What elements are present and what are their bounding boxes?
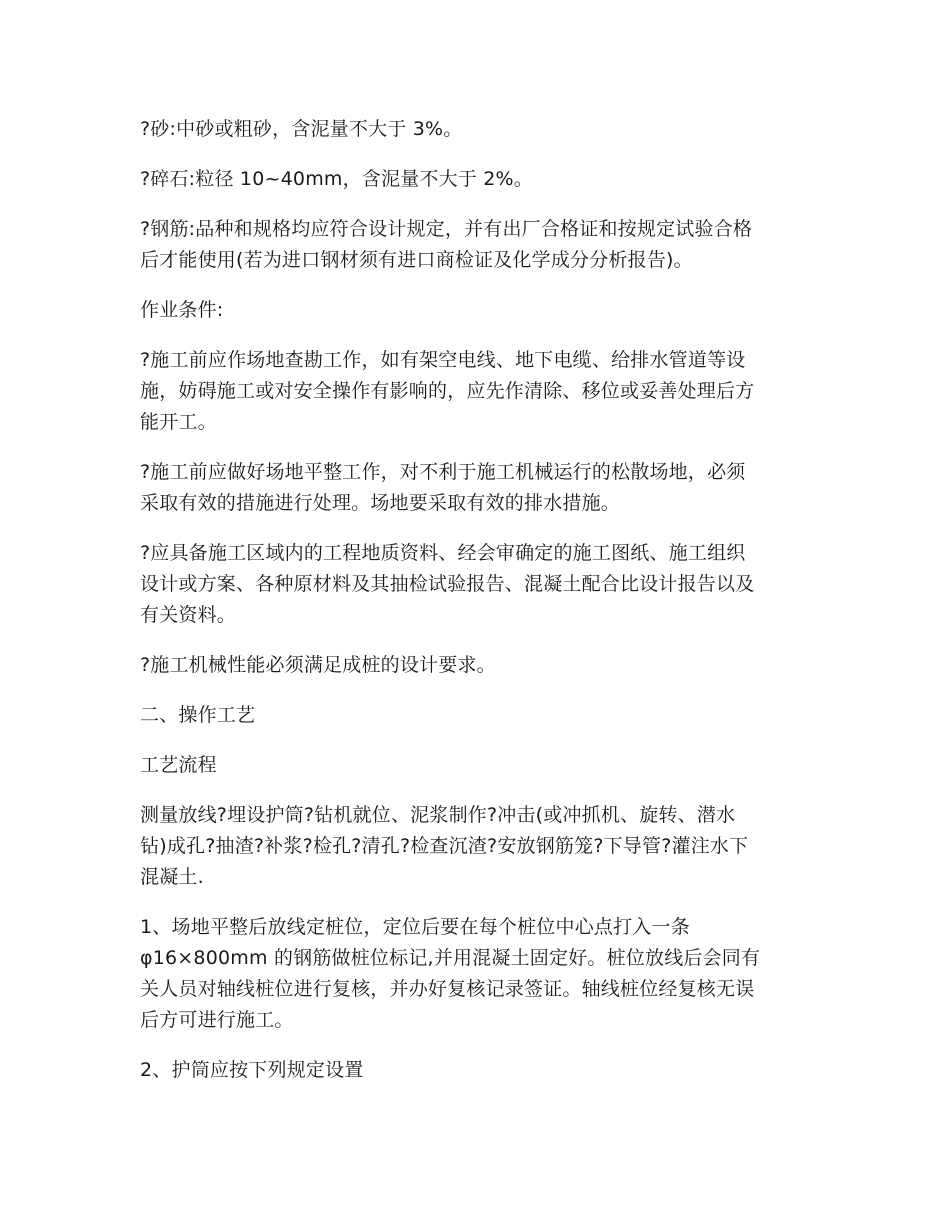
text-line: 二、操作工艺 [140, 704, 256, 726]
paragraph-required-documents [140, 538, 812, 631]
text-line: ?施工机械性能必须满足成桩的设计要求。 [140, 654, 496, 676]
text-line: 施，妨碍施工或对安全操作有影响的，应先作清除、移位或妥善处理后方 [140, 380, 755, 402]
text-line: ?钢筋:品种和规格均应符合设计规定，并有出厂合格证和按规定试验合格 [140, 218, 753, 240]
text-line: 有关资料。 [140, 604, 237, 626]
text-line: 作业条件: [140, 299, 224, 321]
text-line: 采取有效的措施进行处理。场地要采取有效的排水措施。 [140, 492, 621, 514]
text-line: 后才能使用(若为进口钢材须有进口商检证及化学成分分析报告)。 [140, 249, 693, 271]
paragraph-sand [140, 114, 812, 145]
document-body [140, 114, 812, 1105]
text-line: 1、场地平整后放线定桩位，定位后要在每个桩位中心点打入一条 [140, 916, 690, 938]
text-line: ?施工前应作场地查勘工作，如有架空电线、地下电缆、给排水管道等设 [140, 349, 746, 371]
paragraph-site-leveling [140, 457, 812, 519]
text-line: 钻)成孔?抽渣?补浆?检孔?清孔?检查沉渣?安放钢筋笼?下导管?灌注水下 [140, 835, 749, 857]
paragraph-step-1 [140, 912, 812, 1036]
text-line: ?施工前应做好场地平整工作，对不利于施工机械运行的松散场地，必须 [140, 461, 746, 483]
text-line: ?碎石:粒径 10~40mm，含泥量不大于 2%。 [140, 168, 533, 190]
text-line: 设计或方案、各种原材料及其抽检试验报告、混凝土配合比设计报告以及 [140, 573, 755, 595]
text-line: φ16×800mm 的钢筋做桩位标记,并用混凝土固定好。桩位放线后会同有 [140, 947, 761, 969]
text-line: 关人员对轴线桩位进行复核，并办好复核记录签证。轴线桩位经复核无误 [140, 978, 755, 1000]
text-line: ?应具备施工区域内的工程地质资料、经会审确定的施工图纸、施工组织 [140, 542, 746, 564]
paragraph-machinery [140, 650, 812, 681]
paragraph-site-survey [140, 345, 812, 438]
text-line: 能开工。 [140, 411, 217, 433]
section-heading-operation-process [140, 700, 812, 731]
text-line: 测量放线?埋设护筒?钻机就位、泥浆制作?冲击(或冲抓机、旋转、潜水 [140, 804, 736, 826]
subheading-process-flow [140, 750, 812, 781]
paragraph-work-conditions-heading [140, 295, 812, 326]
paragraph-rebar [140, 214, 812, 276]
text-line: 混凝土. [140, 866, 204, 888]
text-line: 后方可进行施工。 [140, 1009, 294, 1031]
text-line: ?砂:中砂或粗砂，含泥量不大于 3%。 [140, 118, 463, 140]
text-line: 2、护筒应按下列规定设置 [140, 1059, 364, 1081]
paragraph-step-2 [140, 1055, 812, 1086]
paragraph-gravel [140, 164, 812, 195]
text-line: 工艺流程 [140, 754, 217, 776]
paragraph-process-steps [140, 800, 812, 893]
